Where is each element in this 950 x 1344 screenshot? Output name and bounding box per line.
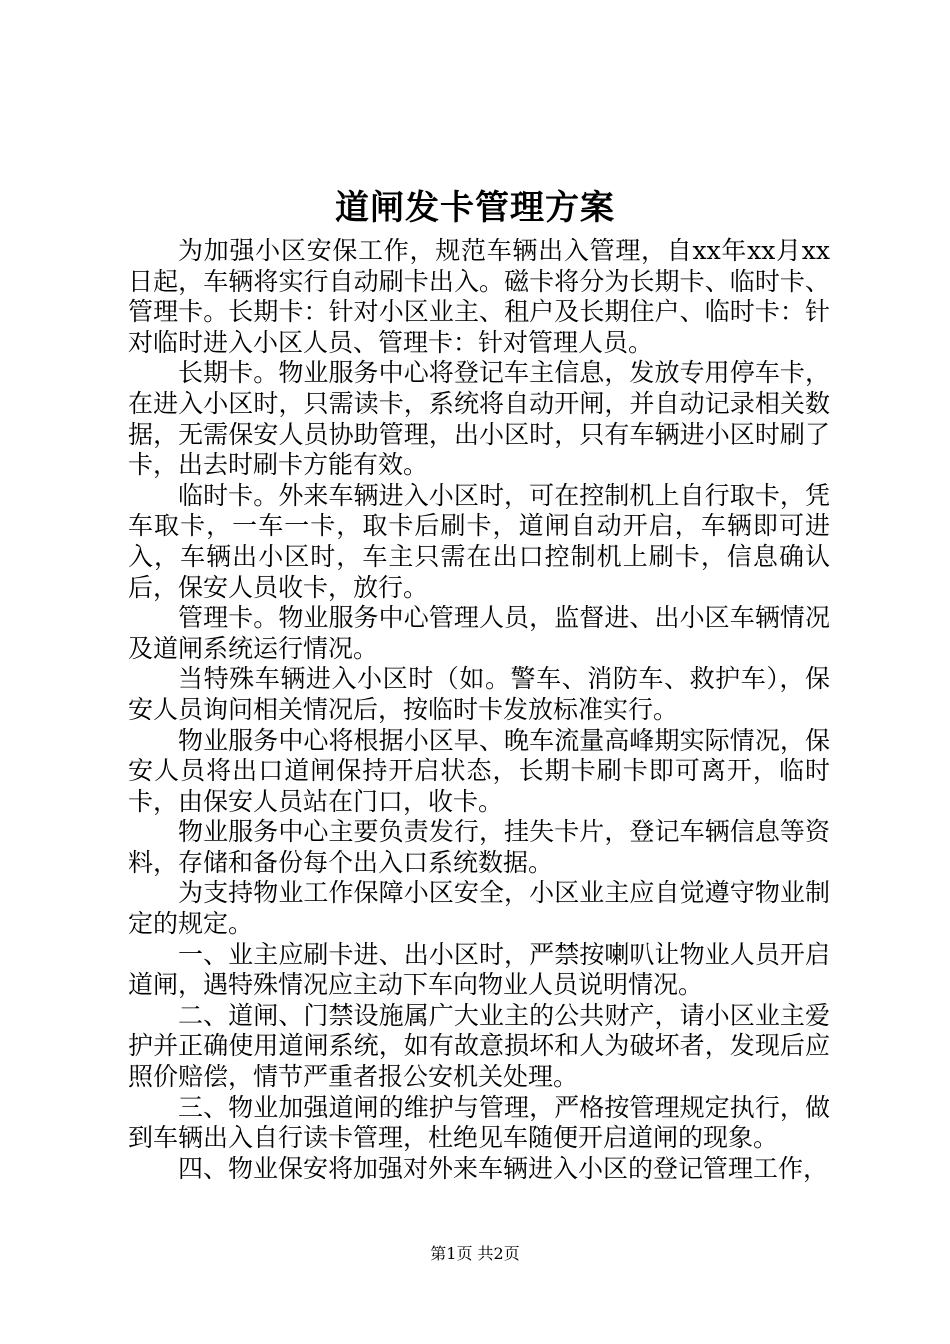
paragraph-rule-1: 一、业主应刷卡进、出小区时，严禁按喇叭让物业人员开启道闸，遇特殊情况应主动下车向物业人员说明情况。 xyxy=(128,939,830,1000)
paragraph-rule-2: 二、道闸、门禁设施属广大业主的公共财产，请小区业主爱护并正确使用道闸系统，如有故意损坏和人为破坏者，发现后应照价赔偿，情节严重者报公安机关处理。 xyxy=(128,1000,830,1092)
document-body xyxy=(128,236,830,1184)
document-title: 道闸发卡管理方案 xyxy=(335,188,615,228)
paragraph-long-term-card: 长期卡。物业服务中心将登记车主信息，发放专用停车卡，在进入小区时，只需读卡，系统将自动开闸，并自动记录相关数据，无需保安人员协助管理，出小区时，只有车辆进小区时刷了卡，出去时刷卡方能有效。 xyxy=(128,358,830,480)
page-footer: 第1页 共2页 xyxy=(430,1244,520,1263)
paragraph-special-vehicles: 当特殊车辆进入小区时（如。警车、消防车、救护车），保安人员询问相关情况后，按临时卡发放标准实行。 xyxy=(128,664,830,724)
paragraph-intro: 为加强小区安保工作，规范车辆出入管理，自xx年xx月xx日起，车辆将实行自动刷卡出入。磁卡将分为长期卡、临时卡、管理卡。长期卡：针对小区业主、租户及长期住户、临时卡：针对临时进入小区人员、管理卡：针对管理人员。 xyxy=(128,236,830,357)
paragraph-temporary-card: 临时卡。外来车辆进入小区时，可在控制机上自行取卡，凭车取卡，一车一卡，取卡后刷卡，道闸自动开启，车辆即可进入，车辆出小区时，车主只需在出口控制机上刷卡，信息确认后，保安人员收卡，放行。 xyxy=(128,480,830,602)
paragraph-peak-hours: 物业服务中心将根据小区早、晚车流量高峰期实际情况，保安人员将出口道闸保持开启状态，长期卡刷卡即可离开，临时卡，由保安人员站在门口，收卡。 xyxy=(128,725,830,816)
paragraph-service-center-duties: 物业服务中心主要负责发行，挂失卡片，登记车辆信息等资料，存储和备份每个出入口系统数据。 xyxy=(128,817,830,877)
paragraph-rule-3: 三、物业加强道闸的维护与管理，严格按管理规定执行，做到车辆出入自行读卡管理，杜绝见车随便开启道闸的现象。 xyxy=(128,1092,830,1153)
paragraph-management-card: 管理卡。物业服务中心管理人员，监督进、出小区车辆情况及道闸系统运行情况。 xyxy=(128,603,830,663)
paragraph-owner-rules: 为支持物业工作保障小区安全，小区业主应自觉遵守物业制定的规定。 xyxy=(128,878,830,939)
paragraph-rule-4: 四、物业保安将加强对外来车辆进入小区的登记管理工作， xyxy=(178,1153,829,1183)
